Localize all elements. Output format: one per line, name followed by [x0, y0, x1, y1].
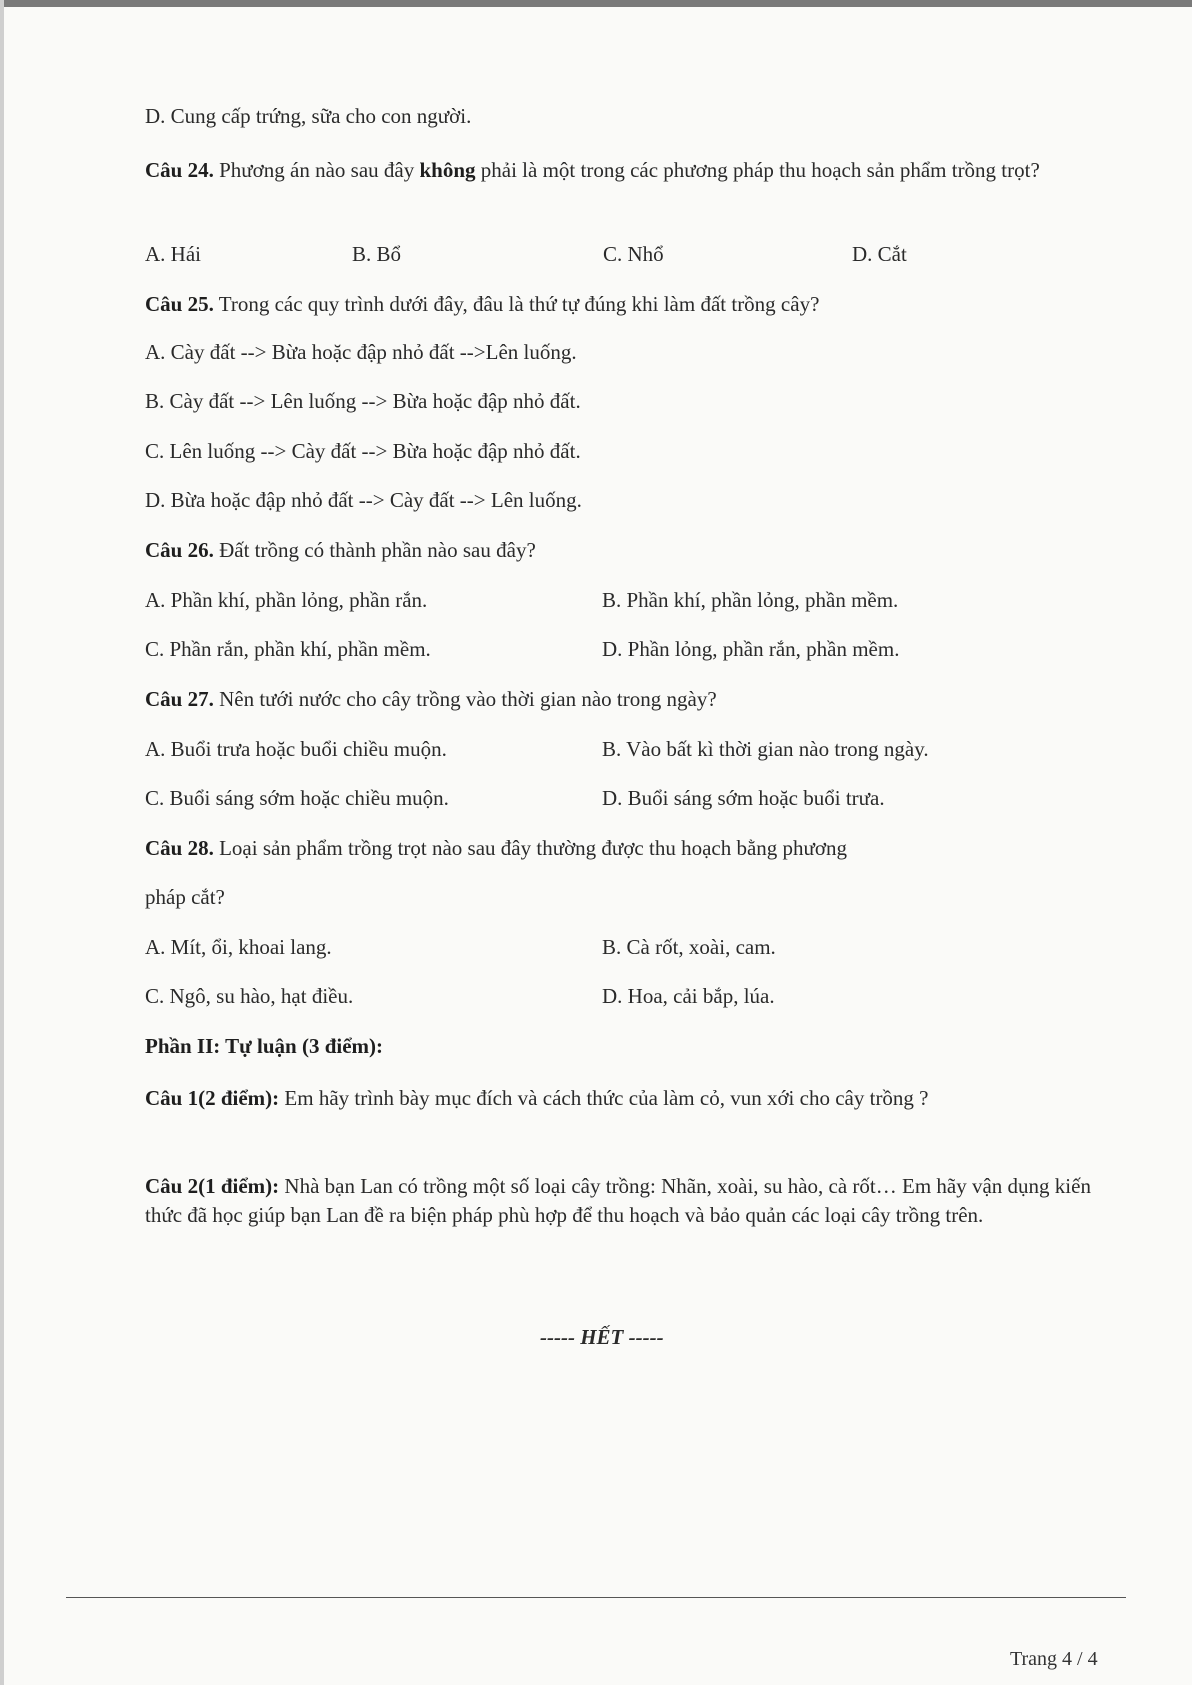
q28-options-row-2	[145, 984, 1105, 1014]
q26-option-b: B. Phần khí, phần lỏng, phần mềm.	[602, 588, 899, 612]
scan-left-edge	[0, 0, 4, 1685]
q28-text: Loại sản phẩm trồng trọt nào sau đây thường được thu hoạch bằng phương	[213, 836, 848, 860]
q27-option-c: C. Buổi sáng sớm hoặc chiều muộn.	[145, 786, 449, 810]
q24-option-a: A. Hái	[145, 242, 201, 266]
q27-option-a: A. Buổi trưa hoặc buổi chiều muộn.	[145, 737, 447, 761]
question-27	[145, 687, 717, 712]
question-25	[145, 292, 819, 317]
q28-option-c: C. Ngô, su hào, hạt điều.	[145, 984, 354, 1008]
q25-option-d: D. Bừa hoặc đập nhỏ đất --> Cày đất --> Lên luống.	[145, 488, 582, 512]
q27-option-d: D. Buổi sáng sớm hoặc buổi trưa.	[602, 786, 885, 810]
q27-text: Nên tưới nước cho cây trồng vào thời gian nào trong ngày?	[213, 687, 717, 711]
q28-option-a: A. Mít, ổi, khoai lang.	[145, 935, 332, 959]
q26-options-row-2	[145, 637, 1105, 667]
q26-option-a: A. Phần khí, phần lỏng, phần rắn.	[145, 588, 428, 612]
q24-text-b: phải là một trong các phương pháp thu hoạch sản phẩm trồng trọt?	[475, 158, 1040, 182]
question-28	[145, 836, 847, 861]
essay1-label: Câu 1(2 điểm):	[145, 1086, 280, 1110]
q26-options-row-1	[145, 588, 1105, 618]
essay2-text: Nhà bạn Lan có trồng một số loại cây trồng: Nhãn, xoài, su hào, cà rốt… Em hãy vận dụng kiến thức đã học giúp bạn Lan đề ra biện pháp phù hợp để thu hoạch và bảo quản các loại cây trồng trên.	[145, 1174, 1091, 1227]
scan-top-edge	[0, 0, 1192, 7]
essay-question-2	[145, 1172, 1105, 1230]
question-26	[145, 538, 536, 563]
q27-options-row-2	[145, 786, 1105, 816]
part-2-title: Phần II: Tự luận (3 điểm):	[145, 1034, 384, 1058]
q24-option-d: D. Cắt	[852, 242, 907, 266]
q26-option-c: C. Phần rắn, phần khí, phần mềm.	[145, 637, 431, 661]
q25-option-b: B. Cày đất --> Lên luống --> Bừa hoặc đập nhỏ đất.	[145, 389, 581, 413]
essay1-text: Em hãy trình bày mục đích và cách thức của làm cỏ, vun xới cho cây trồng ?	[279, 1086, 929, 1110]
q24-options	[145, 242, 1105, 272]
q26-option-d: D. Phần lỏng, phần rắn, phần mềm.	[602, 637, 900, 661]
essay2-label: Câu 2(1 điểm):	[145, 1174, 280, 1198]
q28-text-continued: pháp cắt?	[145, 885, 225, 909]
q24-emphasis: không	[419, 158, 476, 182]
q27-option-b: B. Vào bất kì thời gian nào trong ngày.	[602, 737, 929, 761]
essay-question-1	[145, 1082, 1105, 1114]
footer-divider	[66, 1597, 1126, 1598]
part-2-heading	[145, 1034, 383, 1059]
q24-option-c: C. Nhổ	[603, 242, 664, 266]
q24-label: Câu 24.	[145, 158, 214, 182]
q25-option-a: A. Cày đất --> Bừa hoặc đập nhỏ đất -->Lên luống.	[145, 340, 577, 364]
q25-option-c: C. Lên luống --> Cày đất --> Bừa hoặc đập nhỏ đất.	[145, 439, 581, 463]
q28-option-d: D. Hoa, cải bắp, lúa.	[602, 984, 775, 1008]
q24-option-b: B. Bổ	[352, 242, 402, 266]
q27-options-row-1	[145, 737, 1105, 767]
q28-label: Câu 28.	[145, 836, 214, 860]
q25-text: Trong các quy trình dưới đây, đâu là thứ tự đúng khi làm đất trồng cây?	[213, 292, 820, 316]
end-of-exam-mark: ----- HẾT -----	[540, 1325, 664, 1349]
q24-text-a: Phương án nào sau đây	[213, 158, 420, 182]
q28-options-row-1	[145, 935, 1105, 965]
q26-label: Câu 26.	[145, 538, 214, 562]
question-24	[145, 154, 1105, 186]
q27-label: Câu 27.	[145, 687, 214, 711]
q26-text: Đất trồng có thành phần nào sau đây?	[213, 538, 536, 562]
page-number: Trang 4 / 4	[1010, 1648, 1098, 1670]
q23-option-d: D. Cung cấp trứng, sữa cho con người.	[145, 104, 472, 128]
q28-option-b: B. Cà rốt, xoài, cam.	[602, 935, 776, 959]
q25-label: Câu 25.	[145, 292, 214, 316]
